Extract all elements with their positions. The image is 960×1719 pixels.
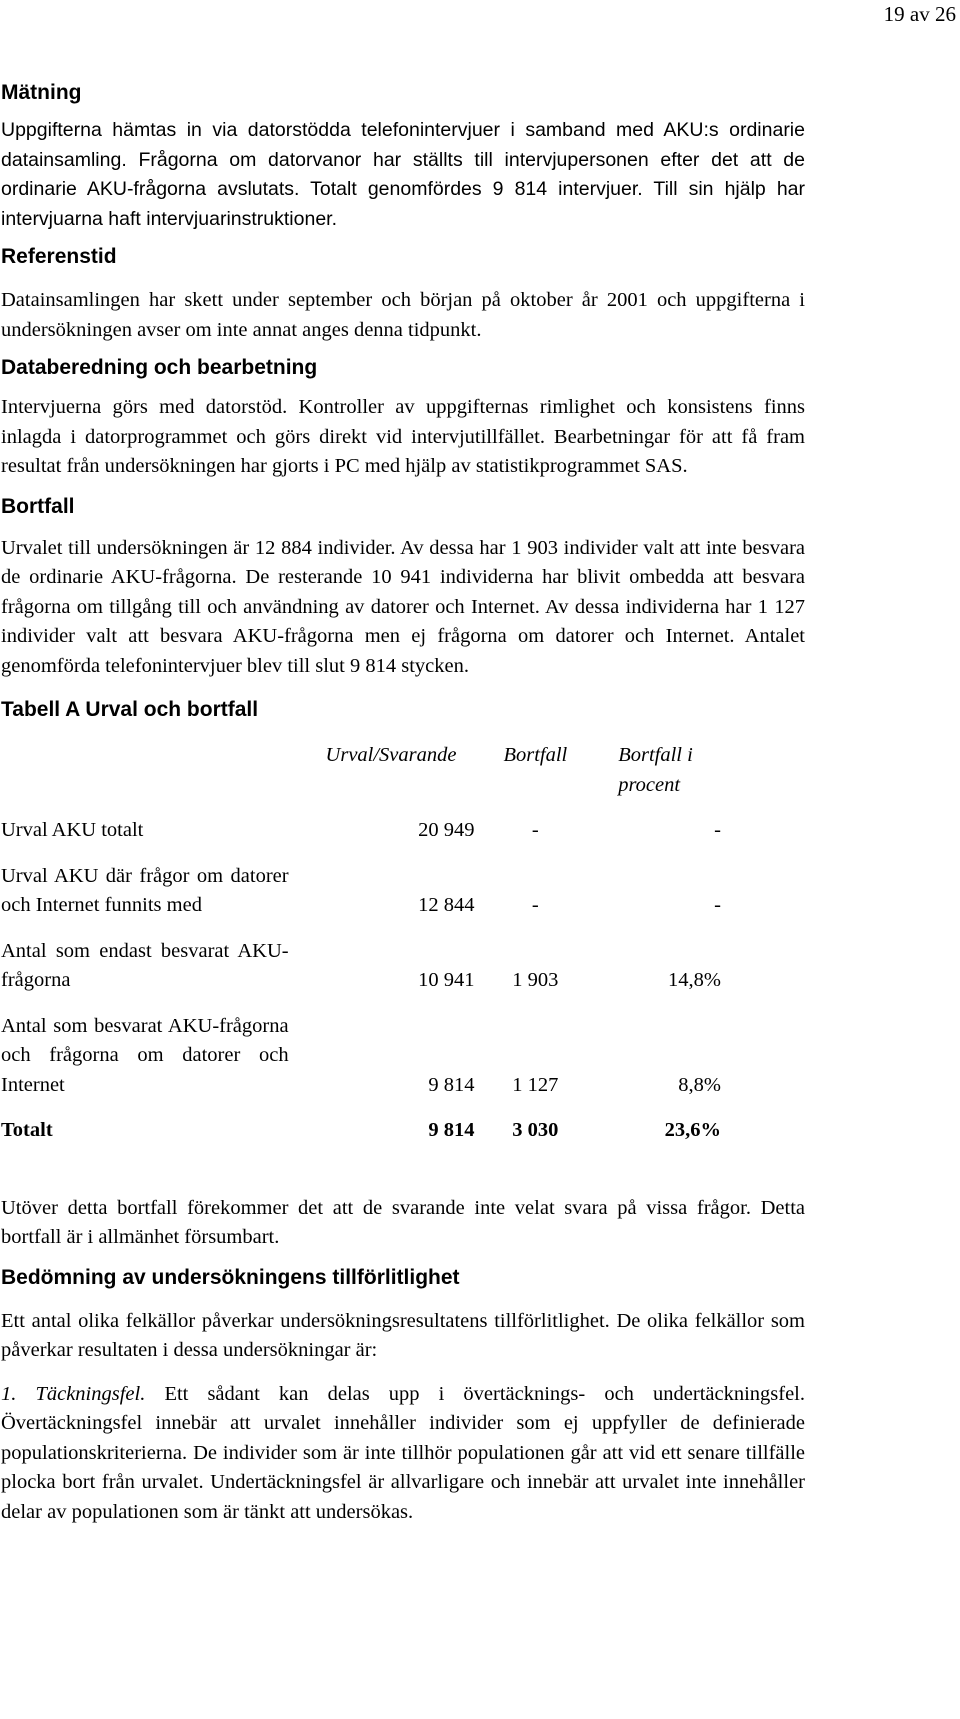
table-header-urval: Urval/Svarande <box>325 744 457 766</box>
section-bedomning <box>1 1263 805 1528</box>
row-bortfall: 1 903 <box>512 969 559 991</box>
paragraph-referenstid: Datainsamlingen har skett under september och början på oktober år 2001 och uppgifterna i undersökningen avser om inte annat anges denna tidpunkt. <box>1 289 805 341</box>
heading-referenstid: Referenstid <box>1 245 117 268</box>
paragraph-tackningsfel <box>1 1380 805 1528</box>
table-row <box>1 921 721 996</box>
row-urval: 9 814 <box>428 1119 475 1141</box>
tackningsfel-lead: 1. Täckningsfel. <box>1 1382 146 1405</box>
document-body <box>1 78 805 1527</box>
section-bortfall <box>1 492 805 682</box>
row-label: Antal som besvarat AKU-frågorna och frågorna om datorer och Internet <box>1 1014 289 1096</box>
row-procent: - <box>714 894 721 916</box>
row-bortfall: 3 030 <box>512 1119 559 1141</box>
table-header-empty <box>1 741 289 800</box>
heading-tabell: Tabell A Urval och bortfall <box>1 698 259 721</box>
paragraph-bortfall: Urvalet till undersökningen är 12 884 individer. Av dessa har 1 903 individer valt att inte besvara de ordinarie AKU-frågorna. De resterande 10 941 individerna har blivit ombedda att besvara frågorna om tillgång till och användning av datorer och Internet. Av dessa individerna har 1 127 individer valt att besvara AKU-frågorna men ej frågorna om datorer och Internet. Antalet genomförda telefonintervjuer blev till slut 9 814 stycken. <box>1 536 805 677</box>
spacer <box>1 1366 805 1380</box>
tackningsfel-body: Ett sådant kan delas upp i övertäcknings- och undertäckningsfel. Övertäckningsfel innebär att urvalet innehåller individer som ej uppfyller de definierade populationskriterierna. De individer som är inte tillhör populationen går att vid ett senare tillfälle plocka bort från urvalet. Undertäckningsfel är allvarligare och innebär att urvalet inte innehåller delar av populationen som är tänkt att undersökas. <box>1 1382 806 1523</box>
section-tabell <box>1 695 805 1253</box>
section-referenstid <box>1 242 805 345</box>
table-row <box>1 800 721 846</box>
row-urval: 10 941 <box>418 969 475 991</box>
heading-matning: Mätning <box>1 81 82 104</box>
table-urval-bortfall <box>1 741 721 1146</box>
page-number: 19 av 26 <box>883 2 956 26</box>
paragraph-bedomning-intro: Ett antal olika felkällor påverkar undersökningsresultatens tillförlitlighet. De olika felkällor som påverkar resultaten i dessa undersökningar är: <box>1 1309 805 1361</box>
row-label: Urval AKU totalt <box>1 819 144 841</box>
row-procent: 14,8% <box>668 969 721 991</box>
table-row <box>1 846 721 921</box>
heading-databeredning: Databeredning och bearbetning <box>1 356 318 379</box>
paragraph-matning: Uppgifterna hämtas in via datorstödda telefonintervjuer i samband med AKU:s ordinarie datainsamling. Frågorna om datorvanor har ställts till intervjupersonen efter det att de ordinarie AKU-frågorna avslutats. Totalt genomfördes 9 814 intervjuer. Till sin hjälp har intervjuarna haft intervjuarinstruktioner. <box>1 119 805 230</box>
row-urval: 20 949 <box>418 819 475 841</box>
row-label: Totalt <box>1 1119 53 1141</box>
table-header-row <box>1 741 721 800</box>
heading-bortfall: Bortfall <box>1 494 75 518</box>
paragraph-after-table: Utöver detta bortfall förekommer det att de svarande inte velat svara på vissa frågor. Detta bortfall är i allmänhet försumbart. <box>1 1196 805 1248</box>
row-label: Urval AKU där frågor om datorer och Internet funnits med <box>1 864 289 916</box>
row-label: Antal som endast besvarat AKU-frågorna <box>1 939 289 991</box>
row-procent: 8,8% <box>678 1073 721 1096</box>
section-databeredning <box>1 353 805 482</box>
heading-bedomning: Bedömning av undersökningens tillförlitlighet <box>1 1265 460 1289</box>
table-header-bortfall-procent: Bortfall i procent <box>618 744 693 796</box>
row-urval: 9 814 <box>428 1073 475 1096</box>
paragraph-databeredning: Intervjuerna görs med datorstöd. Kontroller av uppgifternas rimlighet och konsistens finns inlagda i datorprogrammet och görs direkt vid intervjutillfället. Bearbetningar för att få fram resultat från undersökningen har gjorts i PC med hjälp av statistikprogrammet SAS. <box>1 396 805 477</box>
row-bortfall: - <box>531 819 539 841</box>
row-procent: 23,6% <box>664 1119 721 1141</box>
row-urval: 12 844 <box>418 894 475 916</box>
row-bortfall: - <box>531 894 539 916</box>
table-row-total <box>1 1100 721 1146</box>
table-header-bortfall: Bortfall <box>503 744 568 766</box>
row-procent: - <box>714 819 721 841</box>
section-matning <box>1 78 805 234</box>
row-bortfall: 1 127 <box>512 1073 559 1096</box>
table-row <box>1 996 721 1101</box>
